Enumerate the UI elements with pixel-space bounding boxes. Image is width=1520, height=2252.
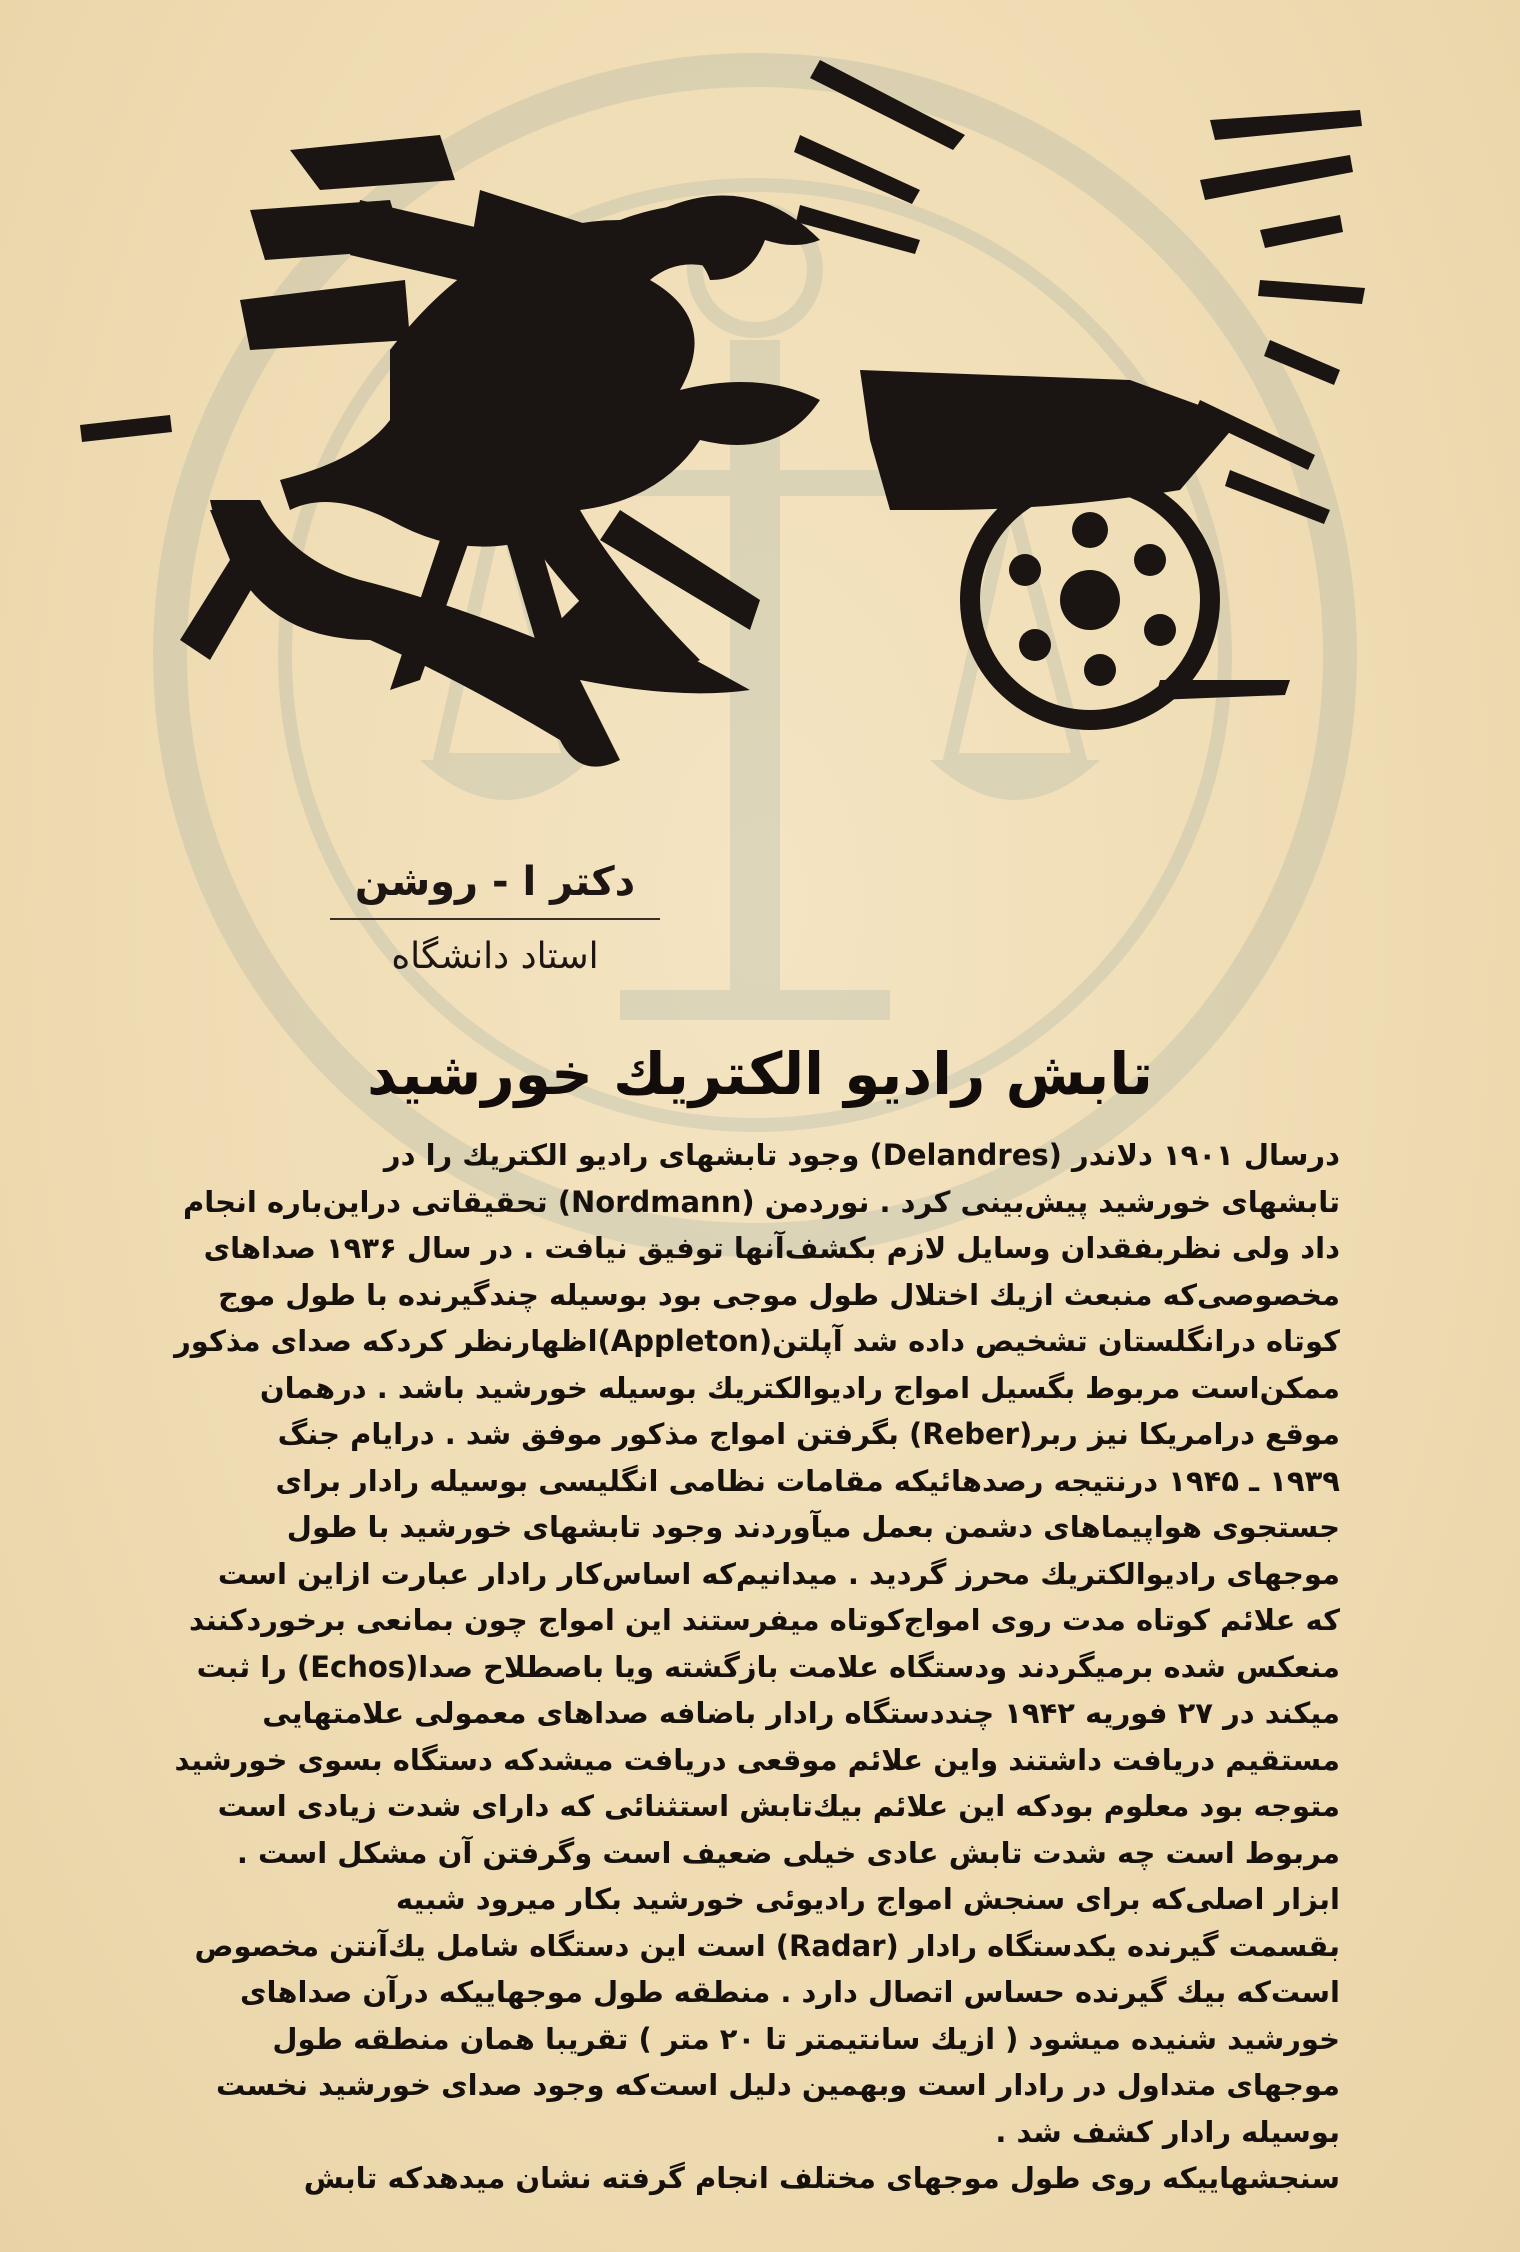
body-line: سنجشهاییکه روی طول موجهای مختلف انجام گرفته نشان میدهدکه تابش bbox=[303, 2161, 1340, 2195]
article-title: تابش رادیو الکتریك خورشید bbox=[367, 1040, 1153, 1108]
article-body bbox=[150, 1132, 1340, 2202]
body-line: متوجه بود معلوم بودکه این علائم بیك‌تابش استثنائی که دارای شدت زیادی است bbox=[217, 1789, 1340, 1823]
body-line: تابشهای خورشید پیش‌بینی کرد . نوردمن (Nordmann) تحقیقاتی دراین‌باره انجام bbox=[183, 1184, 1340, 1219]
body-line: بوسیله رادار کشف شد . bbox=[995, 2114, 1340, 2149]
body-line: بقسمت گیرنده یکدستگاه رادار (Radar) است این دستگاه شامل یك‌آنتن مخصوص bbox=[194, 1928, 1340, 1963]
body-line: داد ولی نظربفقدان وسایل لازم بکشف‌آنها توفیق نیافت . در سال ۱۹۳۶ صداهای bbox=[203, 1231, 1340, 1265]
body-line: جستجوی هواپیماهای دشمن بعمل میآوردند وجود تابشهای خورشید با طول bbox=[286, 1510, 1340, 1544]
body-line: موجهای متداول در رادار است وبهمین دلیل است‌که وجود صدای خورشید نخست bbox=[216, 2068, 1340, 2102]
body-line: ممکن‌است مربوط بگسیل امواج رادیوالکتریك بوسیله خورشید باشد . درهمان bbox=[259, 1370, 1340, 1405]
body-line: میکند در ۲۷ فوریه ۱۹۴۲ چنددستگاه رادار باضافه صداهای معمولی علامتهایی bbox=[262, 1696, 1340, 1730]
body-line: ابزار اصلی‌که برای سنجش امواج رادیوئی خورشید بکار میرود شبیه bbox=[395, 1882, 1340, 1916]
body-line: موقع درامریکا نیز ربر(Reber) بگرفتن امواج مذکور موفق شد . درایام جنگ bbox=[277, 1417, 1340, 1451]
body-line: درسال ۱۹۰۱ دلاندر (Delandres) وجود تابشهای رادیو الکتریك را در bbox=[383, 1138, 1340, 1172]
body-line: مخصوصی‌که منبعث ازیك اختلال طول موجی بود بوسیله چندگیرنده با طول موج bbox=[218, 1277, 1340, 1312]
body-line: مستقیم دریافت داشتند واین علائم موقعی دریافت میشدکه دستگاه بسوی خورشید bbox=[174, 1742, 1340, 1777]
author-name: دکتر ا - روشن bbox=[330, 858, 660, 920]
body-line: کوتاه درانگلستان تشخیص داده شد آپلتن(Appleton)اظهارنظر کردکه صدای مذکور bbox=[174, 1324, 1340, 1358]
body-line: منعکس شده برمیگردند ودستگاه علامت بازگشته ویا باصطلاح صدا(Echos) را ثبت bbox=[196, 1649, 1340, 1684]
author-title: استاد دانشگاه bbox=[391, 936, 599, 977]
body-line: مربوط است چه شدت تابش عادی خیلی ضعیف است وگرفتن آن مشکل است . bbox=[236, 1835, 1340, 1870]
body-line: ۱۹۳۹ ـ ۱۹۴۵ درنتیجه رصدهائیکه مقامات نظامی انگلیسی بوسیله رادار برای bbox=[275, 1463, 1340, 1498]
body-line: موجهای رادیوالکتریك محرز گردید . میدانیم‌که اساس‌کار رادار عبارت ازاین است bbox=[217, 1556, 1340, 1591]
body-line: است‌که بیك گیرنده حساس اتصال دارد . منطقه طول موجهاییکه درآن صداهای bbox=[239, 1975, 1340, 2009]
body-line: خورشید شنیده میشود ( ازیك سانتیمتر تا ۲۰ متر ) تقریبا همان منطقه طول bbox=[272, 2021, 1340, 2056]
body-line: که علائم کوتاه مدت روی امواج‌کوتاه میفرستند این امواج چون بمانعی برخوردکنند bbox=[189, 1603, 1340, 1637]
winged-horse-chariot-illustration bbox=[60, 40, 1400, 860]
author-block bbox=[330, 858, 660, 981]
